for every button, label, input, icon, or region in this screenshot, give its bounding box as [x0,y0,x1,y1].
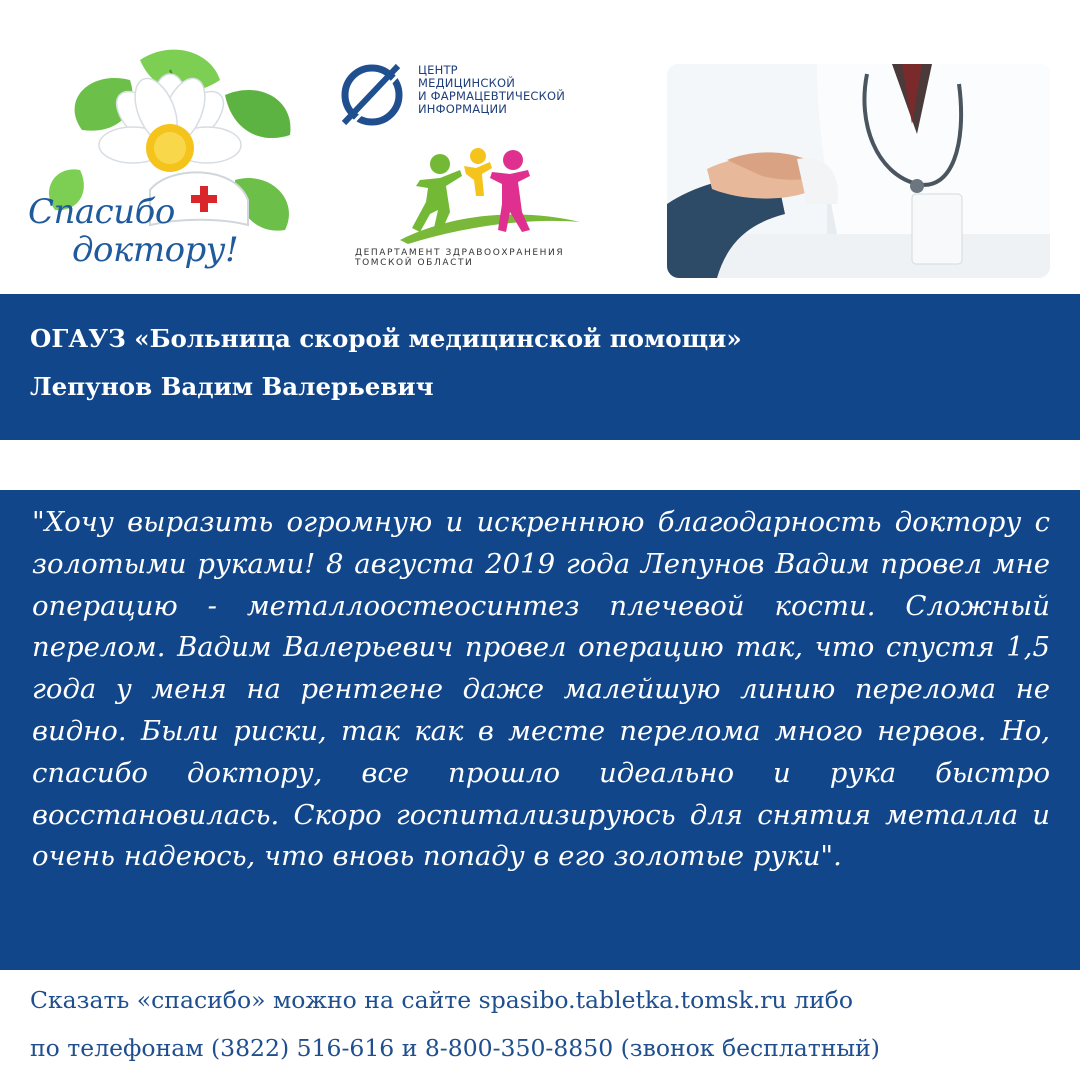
department-logo-text: ДЕПАРТАМЕНТ ЗДРАВООХРАНЕНИЯ ТОМСКОЙ ОБЛАСТИ [355,248,565,268]
footer-website-line: Сказать «спасибо» можно на сайте spasibo.tabletka.tomsk.ru либо [30,986,854,1014]
testimonial-band [0,490,1080,970]
footer-phone-line: по телефонам (3822) 516-616 и 8-800-350-8850 (звонок бесплатный) [30,1034,880,1062]
cmfi-logo [338,58,608,132]
testimonial-text: "Хочу выразить огромную и искреннюю благодарность доктору с золотыми руками! 8 августа 2019 года Лепунов Вадим провел мне операцию - металлоостеосинтез плечевой кости. Сложный перелом. Вадим Валерьевич провел операцию так, что спустя 1,5 года у меня на рентгене даже малейшую линию перелома не видно. Были риски, так как в месте перелома много нервов. Но, спасибо доктору, все прошло идеально и рука быстро восстановилась. Скоро госпитализируюсь для снятия металла и очень надеюсь, что вновь попаду в его золотые руки". [32,506,1050,873]
logo-text-spasibo: Спасибо [28,192,175,232]
cmfi-logo-text: ЦЕНТР МЕДИЦИНСКОЙ И ФАРМАЦЕВТИЧЕСКОЙ ИНФОРМАЦИИ [418,63,566,116]
doctor-name: Лепунов Вадим Валерьевич [30,372,434,401]
header-band [0,294,1080,440]
doctor-handshake-image [667,64,1050,278]
people-logo-icon [350,140,590,250]
cmfi-logo-icon [338,58,412,132]
spasibo-doktoru-logo [20,40,320,280]
doctor-photo [667,64,1050,278]
logo-text-doktoru: доктору! [72,230,239,270]
department-logo [350,140,620,270]
hospital-name: ОГАУЗ «Больница скорой медицинской помощи» [30,324,742,353]
